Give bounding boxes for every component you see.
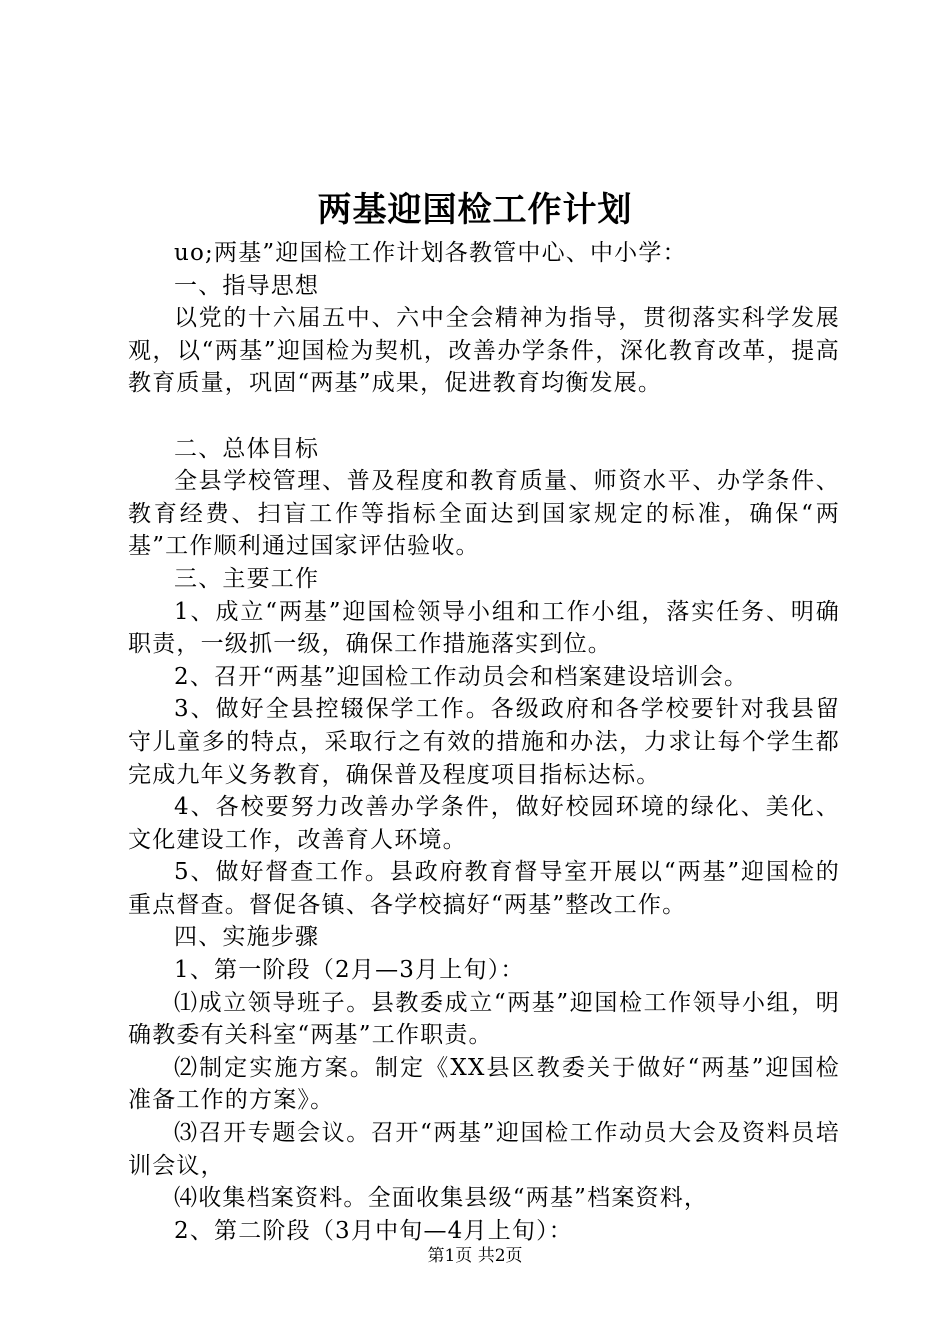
paragraph-guiding-ideology: 以党的十六届五中、六中全会精神为指导，贯彻落实科学发展观，以“两基”迎国检为契机，改善办学条件，深化教育改革，提高教育质量，巩固“两基”成果，促进教育均衡发展。 [128, 305, 840, 397]
step-item-4: ⑷收集档案资料。全面收集县级“两基”档案资料， [174, 1185, 709, 1212]
section-heading-guiding-ideology: 一、指导思想 [174, 272, 320, 299]
step-stage-1: 1、第一阶段（2月—3月上旬）： [174, 957, 525, 984]
blank-line [128, 400, 840, 433]
list-item-work-2: 2、召开“两基”迎国检工作动员会和档案建设培训会。 [174, 663, 749, 690]
list-item-work-4: 4、各校要努力改善办学条件，做好校园环境的绿化、美化、文化建设工作，改善育人环境。 [128, 794, 840, 853]
step-item-3: ⑶召开专题会议。召开“两基”迎国检工作动员大会及资料员培训会议， [128, 1120, 840, 1179]
section-heading-overall-goal: 二、总体目标 [174, 435, 320, 462]
page-footer: 第1页 共2页 [427, 1246, 523, 1266]
section-heading-main-work: 三、主要工作 [174, 565, 320, 592]
step-item-2: ⑵制定实施方案。制定《XX县区教委关于做好“两基”迎国检准备工作的方案》。 [128, 1054, 840, 1114]
document-body [128, 237, 840, 1247]
section-heading-implementation-steps: 四、实施步骤 [174, 924, 320, 951]
list-item-work-1: 1、成立“两基”迎国检领导小组和工作小组，落实任务、明确职责，一级抓一级，确保工作措施落实到位。 [128, 598, 840, 658]
salutation-paragraph: uo;两基”迎国检工作计划各教管中心、中小学： [174, 240, 687, 266]
list-item-work-5: 5、做好督查工作。县政府教育督导室开展以“两基”迎国检的重点督查。督促各镇、各学校搞好“两基”整改工作。 [128, 859, 840, 918]
step-stage-2: 2、第二阶段（3月中旬—4月上旬）： [174, 1217, 573, 1244]
document-title: 两基迎国检工作计划 [317, 190, 633, 230]
step-item-1: ⑴成立领导班子。县教委成立“两基”迎国检工作领导小组，明确教委有关科室“两基”工作职责。 [128, 989, 840, 1049]
list-item-work-3: 3、做好全县控辍保学工作。各级政府和各学校要针对我县留守儿童多的特点，采取行之有效的措施和办法，力求让每个学生都完成九年义务教育，确保普及程度项目指标达标。 [128, 696, 840, 788]
paragraph-overall-goal: 全县学校管理、普及程度和教育质量、师资水平、办学条件、教育经费、扫盲工作等指标全面达到国家规定的标准，确保“两基”工作顺利通过国家评估验收。 [128, 468, 840, 560]
